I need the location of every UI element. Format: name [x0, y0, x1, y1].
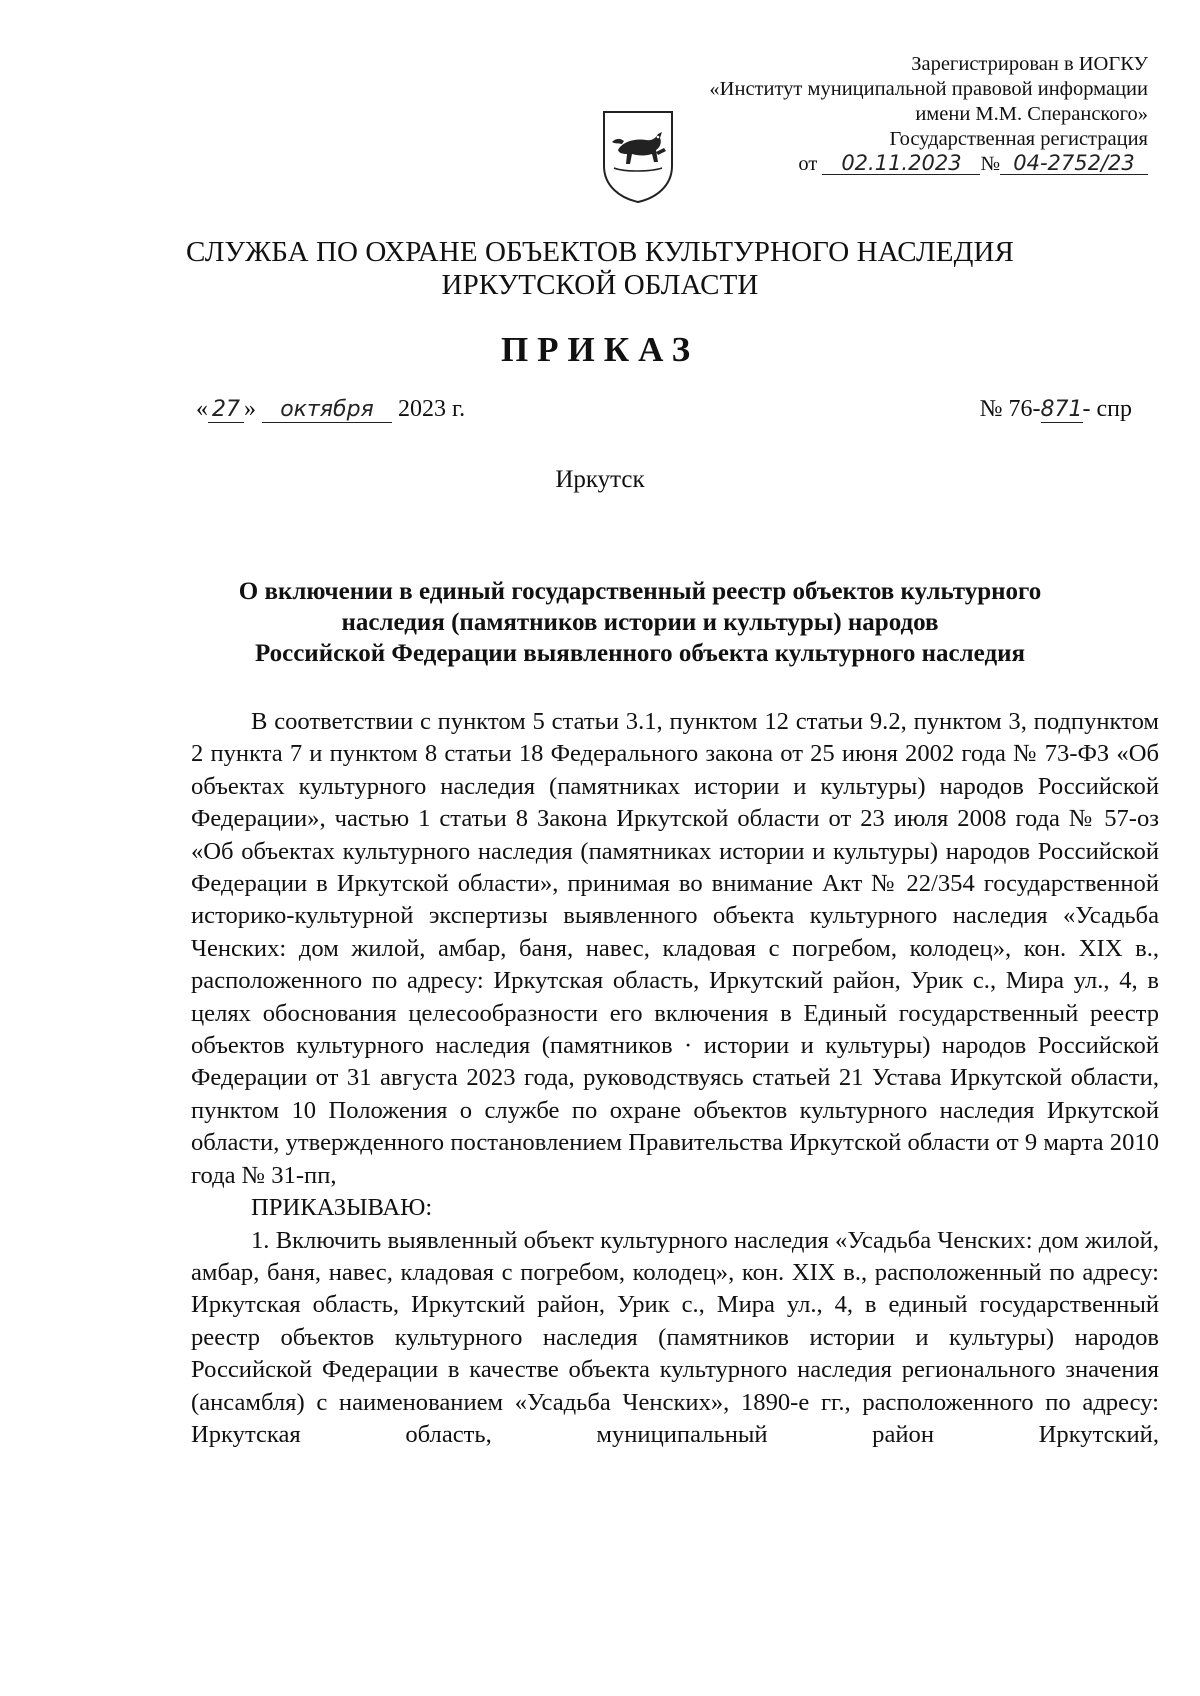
- registration-line: Государственная регистрация: [889, 128, 1148, 150]
- registration-stamp: [709, 52, 1148, 177]
- registration-number: 04-2752/23: [1000, 152, 1148, 175]
- order-title-line: О включении в единый государственный реестр объектов культурного: [238, 578, 1042, 605]
- agency-name-line: ИРКУТСКОЙ ОБЛАСТИ: [441, 269, 759, 301]
- order-directive-word: ПРИКАЗЫВАЮ:: [251, 1194, 433, 1222]
- order-item-1: 1. Включить выявленный объект культурного наследия «Усадьба Ченских: дом жилой, амбар, баня, навес, кладовая с погребом, колодец», кон. XIX в., расположенный по адресу: Иркутская область, Иркутский район, Урик с., Мира ул., 4, в единый государственный реестр объектов культурного наследия (памятников истории и культуры) народов Российской Федерации в качестве объекта культурного наследия регионального значения (ансамбля) с наименованием «Усадьба Ченских», 1890-е гг., расположенного по адресу: Иркутская область, муниципальный район Иркутский,: [191, 1226, 1159, 1448]
- order-number-prefix: № 76-: [979, 396, 1041, 422]
- registration-line: Зарегистрирован в ИОГКУ: [911, 53, 1148, 75]
- order-date: [196, 396, 465, 423]
- registration-from-label: от: [798, 153, 818, 175]
- city-name: Иркутск: [555, 466, 645, 493]
- order-title-line: Российской Федерации выявленного объекта культурного наследия: [254, 640, 1026, 667]
- date-close-quote: »: [244, 396, 256, 422]
- registration-number-label: №: [980, 153, 1000, 175]
- registration-line: «Институт муниципальной правовой информации: [709, 78, 1148, 100]
- preamble-paragraph: В соответствии с пунктом 5 статьи 3.1, пунктом 12 статьи 9.2, пунктом 3, подпунктом 2 пункта 7 и пунктом 8 статьи 18 Федерального закона от 25 июня 2002 года № 73-ФЗ «Об объектах культурного наследия (памятниках истории и культуры) народов Российской Федерации», частью 1 статьи 8 Закона Иркутской области от 23 июля 2008 года № 57-оз «Об объектах культурного наследия (памятниках истории и культуры) народов Российской Федерации в Иркутской области», принимая во внимание Акт № 22/354 государственной историко-культурной экспертизы выявленного объекта культурного наследия «Усадьба Ченских: дом жилой, амбар, баня, навес, кладовая с погребом, колодец», кон. XIX в., расположенного по адресу: Иркутская область, Иркутский район, Урик с., Мира ул., 4, в целях обоснования целесообразности его включения в Единый государственный реестр объектов культурного наследия (памятников · истории и культуры) народов Российской Федерации от 31 августа 2023 года, руководствуясь статьей 21 Устава Иркутской области, пунктом 10 Положения о службе по охране объектов культурного наследия Иркутской области, утвержденного постановлением Правительства Иркутской области от 9 марта 2010 года № 31-пп,: [191, 708, 1159, 1189]
- date-month: октября: [262, 398, 392, 423]
- registration-date-line: [709, 152, 1148, 177]
- order-number-handwritten: 871: [1040, 397, 1083, 422]
- date-open-quote: «: [196, 396, 208, 422]
- agency-name-line: СЛУЖБА ПО ОХРАНЕ ОБЪЕКТОВ КУЛЬТУРНОГО НАСЛЕДИЯ: [186, 236, 1014, 268]
- agency-name: [0, 236, 1200, 302]
- order-number: [980, 396, 1132, 423]
- order-number-suffix: - спр: [1082, 396, 1132, 422]
- date-day: 27: [208, 398, 244, 423]
- date-year: 2023 г.: [398, 396, 466, 422]
- order-date-number-line: [196, 396, 1132, 432]
- document-type-heading: ПРИКАЗ: [500, 330, 700, 369]
- registration-line: имени М.М. Сперанского»: [915, 103, 1148, 125]
- order-title: [150, 576, 1130, 669]
- registration-date: 02.11.2023: [822, 152, 980, 175]
- order-body: [191, 706, 1159, 1451]
- order-title-line: наследия (памятников истории и культуры) народов: [341, 609, 939, 636]
- irkutsk-coat-of-arms-icon: [600, 108, 676, 204]
